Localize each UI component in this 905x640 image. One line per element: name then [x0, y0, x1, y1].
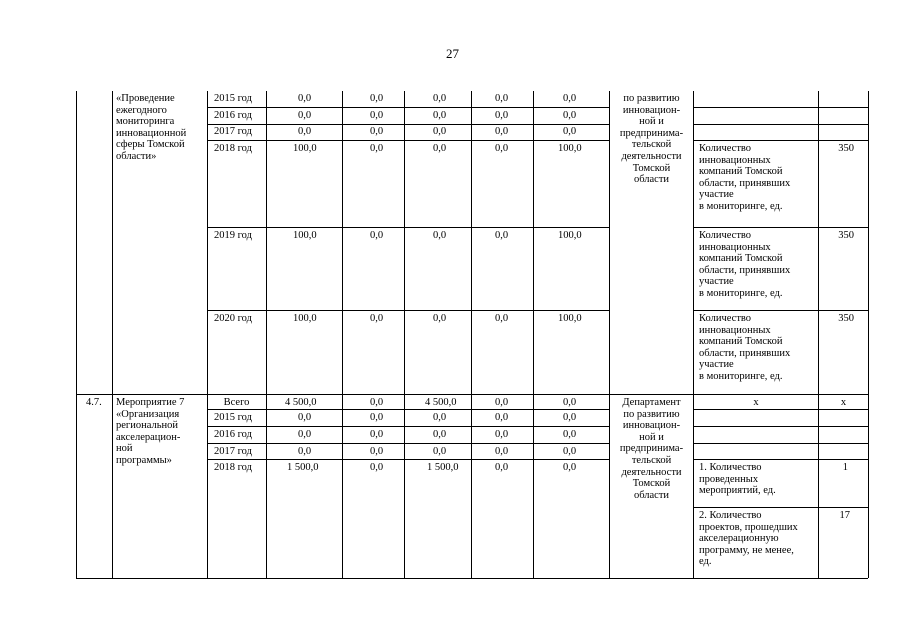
cell-text: области: [633, 174, 670, 186]
year-cell: 2018 год: [214, 143, 252, 154]
cell-text: компаний Томской: [699, 253, 783, 265]
value-cell: 4 500,0: [285, 397, 317, 408]
cell-text: акселерацион-: [116, 431, 181, 443]
value-cell: 0,0: [433, 93, 447, 104]
cell-text: мониторинга: [116, 116, 175, 128]
value-cell: 0,0: [495, 313, 509, 324]
value-cell: 0,0: [433, 412, 447, 423]
value-cell: 0,0: [433, 143, 447, 154]
value-cell: 0,0: [495, 446, 509, 457]
value-cell: 0,0: [370, 230, 384, 241]
indicator-value: 350: [838, 230, 854, 241]
year-cell: 2016 год: [214, 429, 252, 440]
cell-text: региональной: [116, 420, 178, 432]
value-cell: 0,0: [433, 446, 447, 457]
value-cell: 0,0: [370, 429, 384, 440]
cell-text: тельской: [631, 455, 672, 466]
indicator-value: 17: [839, 510, 850, 521]
value-cell: 0,0: [298, 446, 312, 457]
cell-text: области, принявших: [699, 264, 791, 276]
cell-text: деятельности: [621, 151, 682, 162]
indicator-value: 1: [842, 462, 848, 473]
value-cell: 0,0: [433, 126, 447, 137]
value-cell: 0,0: [298, 126, 312, 137]
year-cell: 2019 год: [214, 230, 252, 241]
indicator-value: 350: [838, 143, 854, 154]
year-cell: 2020 год: [214, 313, 252, 324]
cell-text: сферы Томской: [116, 139, 185, 151]
value-cell: 0,0: [433, 230, 447, 241]
year-cell: Всего: [223, 397, 250, 408]
value-cell: 100,0: [558, 143, 582, 154]
cell-text: программу, не менее,: [699, 544, 794, 556]
value-cell: 0,0: [495, 397, 509, 408]
x-mark: х: [840, 397, 847, 408]
cell-text: 1. Количество: [699, 462, 762, 473]
cell-text: мероприятий, ед.: [699, 485, 776, 497]
value-cell: 100,0: [558, 230, 582, 241]
cell-text: участие: [699, 359, 734, 371]
cell-text: акселерационную: [699, 533, 779, 545]
item-number: 4.7.: [86, 397, 102, 408]
value-cell: 0,0: [563, 126, 577, 137]
cell-text: Департамент: [622, 397, 681, 408]
value-cell: 0,0: [495, 462, 509, 473]
value-cell: 1 500,0: [427, 462, 459, 473]
cell-text: участие: [699, 276, 734, 288]
cell-text: ед.: [699, 556, 712, 568]
cell-text: области»: [116, 151, 157, 162]
cell-text: 2. Количество: [699, 510, 762, 521]
cell-text: участие: [699, 189, 734, 201]
value-cell: 4 500,0: [425, 397, 457, 408]
value-cell: 0,0: [298, 93, 312, 104]
value-cell: 1 500,0: [287, 462, 319, 473]
cell-text: в мониторинге, ед.: [699, 371, 783, 382]
cell-text: «Проведение: [116, 93, 175, 104]
value-cell: 0,0: [495, 412, 509, 423]
cell-text: программы»: [116, 455, 172, 466]
cell-text: Мероприятие 7: [116, 397, 185, 408]
cell-text: «Организация: [116, 408, 180, 420]
year-cell: 2017 год: [214, 446, 252, 457]
value-cell: 0,0: [563, 110, 577, 121]
value-cell: 0,0: [495, 93, 509, 104]
value-cell: 0,0: [495, 110, 509, 121]
cell-text: в мониторинге, ед.: [699, 201, 783, 212]
value-cell: 100,0: [558, 313, 582, 324]
value-cell: 0,0: [495, 143, 509, 154]
year-cell: 2015 год: [214, 412, 252, 423]
cell-text: проектов, прошедших: [699, 521, 798, 533]
cell-text: Томской: [632, 478, 671, 490]
value-cell: 0,0: [298, 412, 312, 423]
value-cell: 0,0: [563, 446, 577, 457]
value-cell: 0,0: [370, 313, 384, 324]
year-cell: 2018 год: [214, 462, 252, 473]
value-cell: 0,0: [370, 397, 384, 408]
cell-text: области, принявших: [699, 177, 791, 189]
cell-text: по развитию: [623, 408, 680, 420]
cell-text: компаний Томской: [699, 336, 783, 348]
year-cell: 2015 год: [214, 93, 252, 104]
cell-text: деятельности: [621, 466, 682, 478]
cell-text: инновацион-: [622, 104, 681, 116]
cell-text: инновационных: [699, 324, 771, 336]
value-cell: 0,0: [370, 462, 384, 473]
cell-text: проведенных: [699, 473, 759, 485]
cell-text: инновацион-: [622, 420, 681, 432]
cell-text: инновационной: [116, 127, 187, 139]
value-cell: 0,0: [433, 110, 447, 121]
value-cell: 0,0: [298, 429, 312, 440]
value-cell: 0,0: [370, 143, 384, 154]
value-cell: 0,0: [433, 313, 447, 324]
value-cell: 0,0: [370, 126, 384, 137]
cell-text: Количество: [699, 313, 752, 324]
cell-text: области, принявших: [699, 347, 791, 359]
cell-text: ной и: [639, 116, 664, 128]
cell-text: тельской: [631, 139, 672, 151]
cell-text: Количество: [699, 143, 752, 154]
cell-text: компаний Томской: [699, 166, 783, 178]
cell-text: области: [633, 489, 670, 501]
year-cell: 2017 год: [214, 126, 252, 137]
value-cell: 0,0: [495, 126, 509, 137]
cell-text: предпринима-: [619, 127, 684, 139]
value-cell: 0,0: [563, 397, 577, 408]
cell-text: в мониторинге, ед.: [699, 288, 783, 299]
cell-text: инновационных: [699, 154, 771, 166]
value-cell: 0,0: [563, 462, 577, 473]
value-cell: 0,0: [495, 230, 509, 241]
value-cell: 0,0: [495, 429, 509, 440]
x-mark: х: [753, 397, 759, 408]
value-cell: 0,0: [370, 412, 384, 423]
cell-text: Количество: [699, 230, 752, 241]
value-cell: 0,0: [563, 429, 577, 440]
cell-text: Томской: [632, 162, 671, 174]
cell-text: ной и: [639, 431, 664, 443]
page-number: 27: [446, 46, 459, 61]
value-cell: 0,0: [370, 446, 384, 457]
value-cell: 0,0: [563, 412, 577, 423]
cell-text: предпринима-: [619, 443, 684, 455]
value-cell: 100,0: [293, 230, 317, 241]
indicator-value: 350: [838, 313, 854, 324]
value-cell: 0,0: [433, 429, 447, 440]
cell-text: ной: [116, 443, 133, 455]
value-cell: 0,0: [370, 110, 384, 121]
value-cell: 0,0: [563, 93, 577, 104]
value-cell: 0,0: [298, 110, 312, 121]
value-cell: 100,0: [293, 143, 317, 154]
cell-text: по развитию: [623, 93, 680, 104]
value-cell: 100,0: [293, 313, 317, 324]
year-cell: 2016 год: [214, 110, 252, 121]
cell-text: ежегодного: [116, 104, 167, 116]
value-cell: 0,0: [370, 93, 384, 104]
cell-text: инновационных: [699, 241, 771, 253]
